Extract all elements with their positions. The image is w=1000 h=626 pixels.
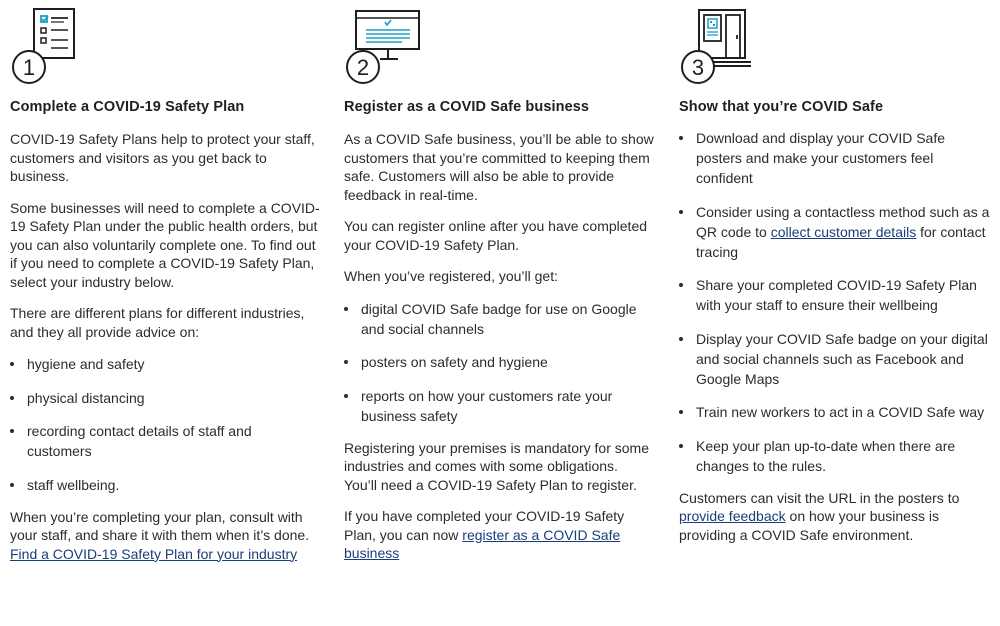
list-item: digital COVID Safe badge for use on Google and social channels [344, 299, 654, 339]
step-1-column [10, 0, 320, 563]
list-item: reports on how your customers rate your business safety [344, 386, 654, 426]
list-item-text: Consider using a contactless method such as a QR code to [696, 203, 990, 240]
step-title: Complete a COVID-19 Safety Plan [10, 99, 245, 115]
paragraph: COVID-19 Safety Plans help to protect your staff, customers and visitors as you get back to business. [10, 131, 315, 184]
list-item: recording contact details of staff and customers [10, 421, 320, 461]
paragraph: You can register online after you have completed your COVID-19 Safety Plan. [344, 218, 648, 253]
step-title: Register as a COVID Safe business [344, 99, 590, 115]
step-3-column [679, 0, 991, 544]
paragraph: As a COVID Safe business, you’ll be able to show customers that you’re committed to keeping them safe. Customers will also be able to provide feedback in real-time. [344, 131, 654, 203]
list-item-text: for contact tracing [696, 223, 986, 260]
step-title: Show that you’re COVID Safe [679, 99, 884, 115]
step-number: 3 [691, 55, 705, 80]
paragraph [679, 489, 991, 545]
door-qr-icon [679, 0, 991, 90]
benefits-list [344, 299, 654, 426]
list-item: Share your completed COVID-19 Safety Plan with your staff to ensure their wellbeing [679, 275, 991, 315]
checklist-icon [10, 0, 320, 90]
list-item: Keep your plan up-to-date when there are changes to the rules. [679, 436, 991, 476]
find-safety-plan-link[interactable]: Find a COVID-19 Safety Plan for your industry [10, 545, 298, 562]
paragraph: When you’ve registered, you’ll get: [344, 268, 558, 284]
list-item: hygiene and safety [10, 354, 320, 374]
paragraph-text: When you’re completing your plan, consult with your staff, and share it with them when it’s done. [10, 508, 310, 543]
list-item: posters on safety and hygiene [344, 352, 654, 372]
covid-safe-actions-list [679, 128, 991, 476]
advice-list [10, 354, 320, 495]
provide-feedback-link[interactable]: provide feedback [679, 508, 786, 524]
step-number: 1 [22, 55, 36, 80]
paragraph [10, 508, 320, 564]
paragraph: Registering your premises is mandatory for some industries and comes with some obligations. You’ll need a COVID-19 Safety Plan to register. [344, 439, 650, 493]
paragraph-text: on how your business is providing a COVID Safe environment. [679, 508, 939, 543]
paragraph: Some businesses will need to complete a COVID-19 Safety Plan under the public health orders, but you can also voluntarily complete one. To find out if you need to complete a COVID-19 Safety Plan, select your industry below. [10, 199, 320, 290]
collect-customer-details-link[interactable]: collect customer details [770, 223, 917, 240]
monitor-icon [344, 0, 654, 90]
paragraph-text: If you have completed your COVID-19 Safety Plan, you can now [344, 508, 625, 543]
list-item: staff wellbeing. [10, 475, 320, 495]
paragraph [344, 507, 654, 563]
paragraph-text: Customers can visit the URL in the posters to [679, 489, 960, 506]
list-item: Display your COVID Safe badge on your digital and social channels such as Facebook and Google Maps [679, 329, 991, 389]
list-item: Download and display your COVID Safe posters and make your customers feel confident [679, 128, 991, 188]
step-number: 2 [356, 55, 370, 80]
list-item [679, 202, 991, 262]
register-covid-safe-link[interactable]: register as a COVID Safe business [344, 526, 621, 561]
step-2-column [344, 0, 654, 563]
list-item: physical distancing [10, 388, 320, 408]
list-item: Train new workers to act in a COVID Safe way [679, 402, 991, 422]
paragraph: There are different plans for different industries, and they all provide advice on: [10, 305, 305, 340]
